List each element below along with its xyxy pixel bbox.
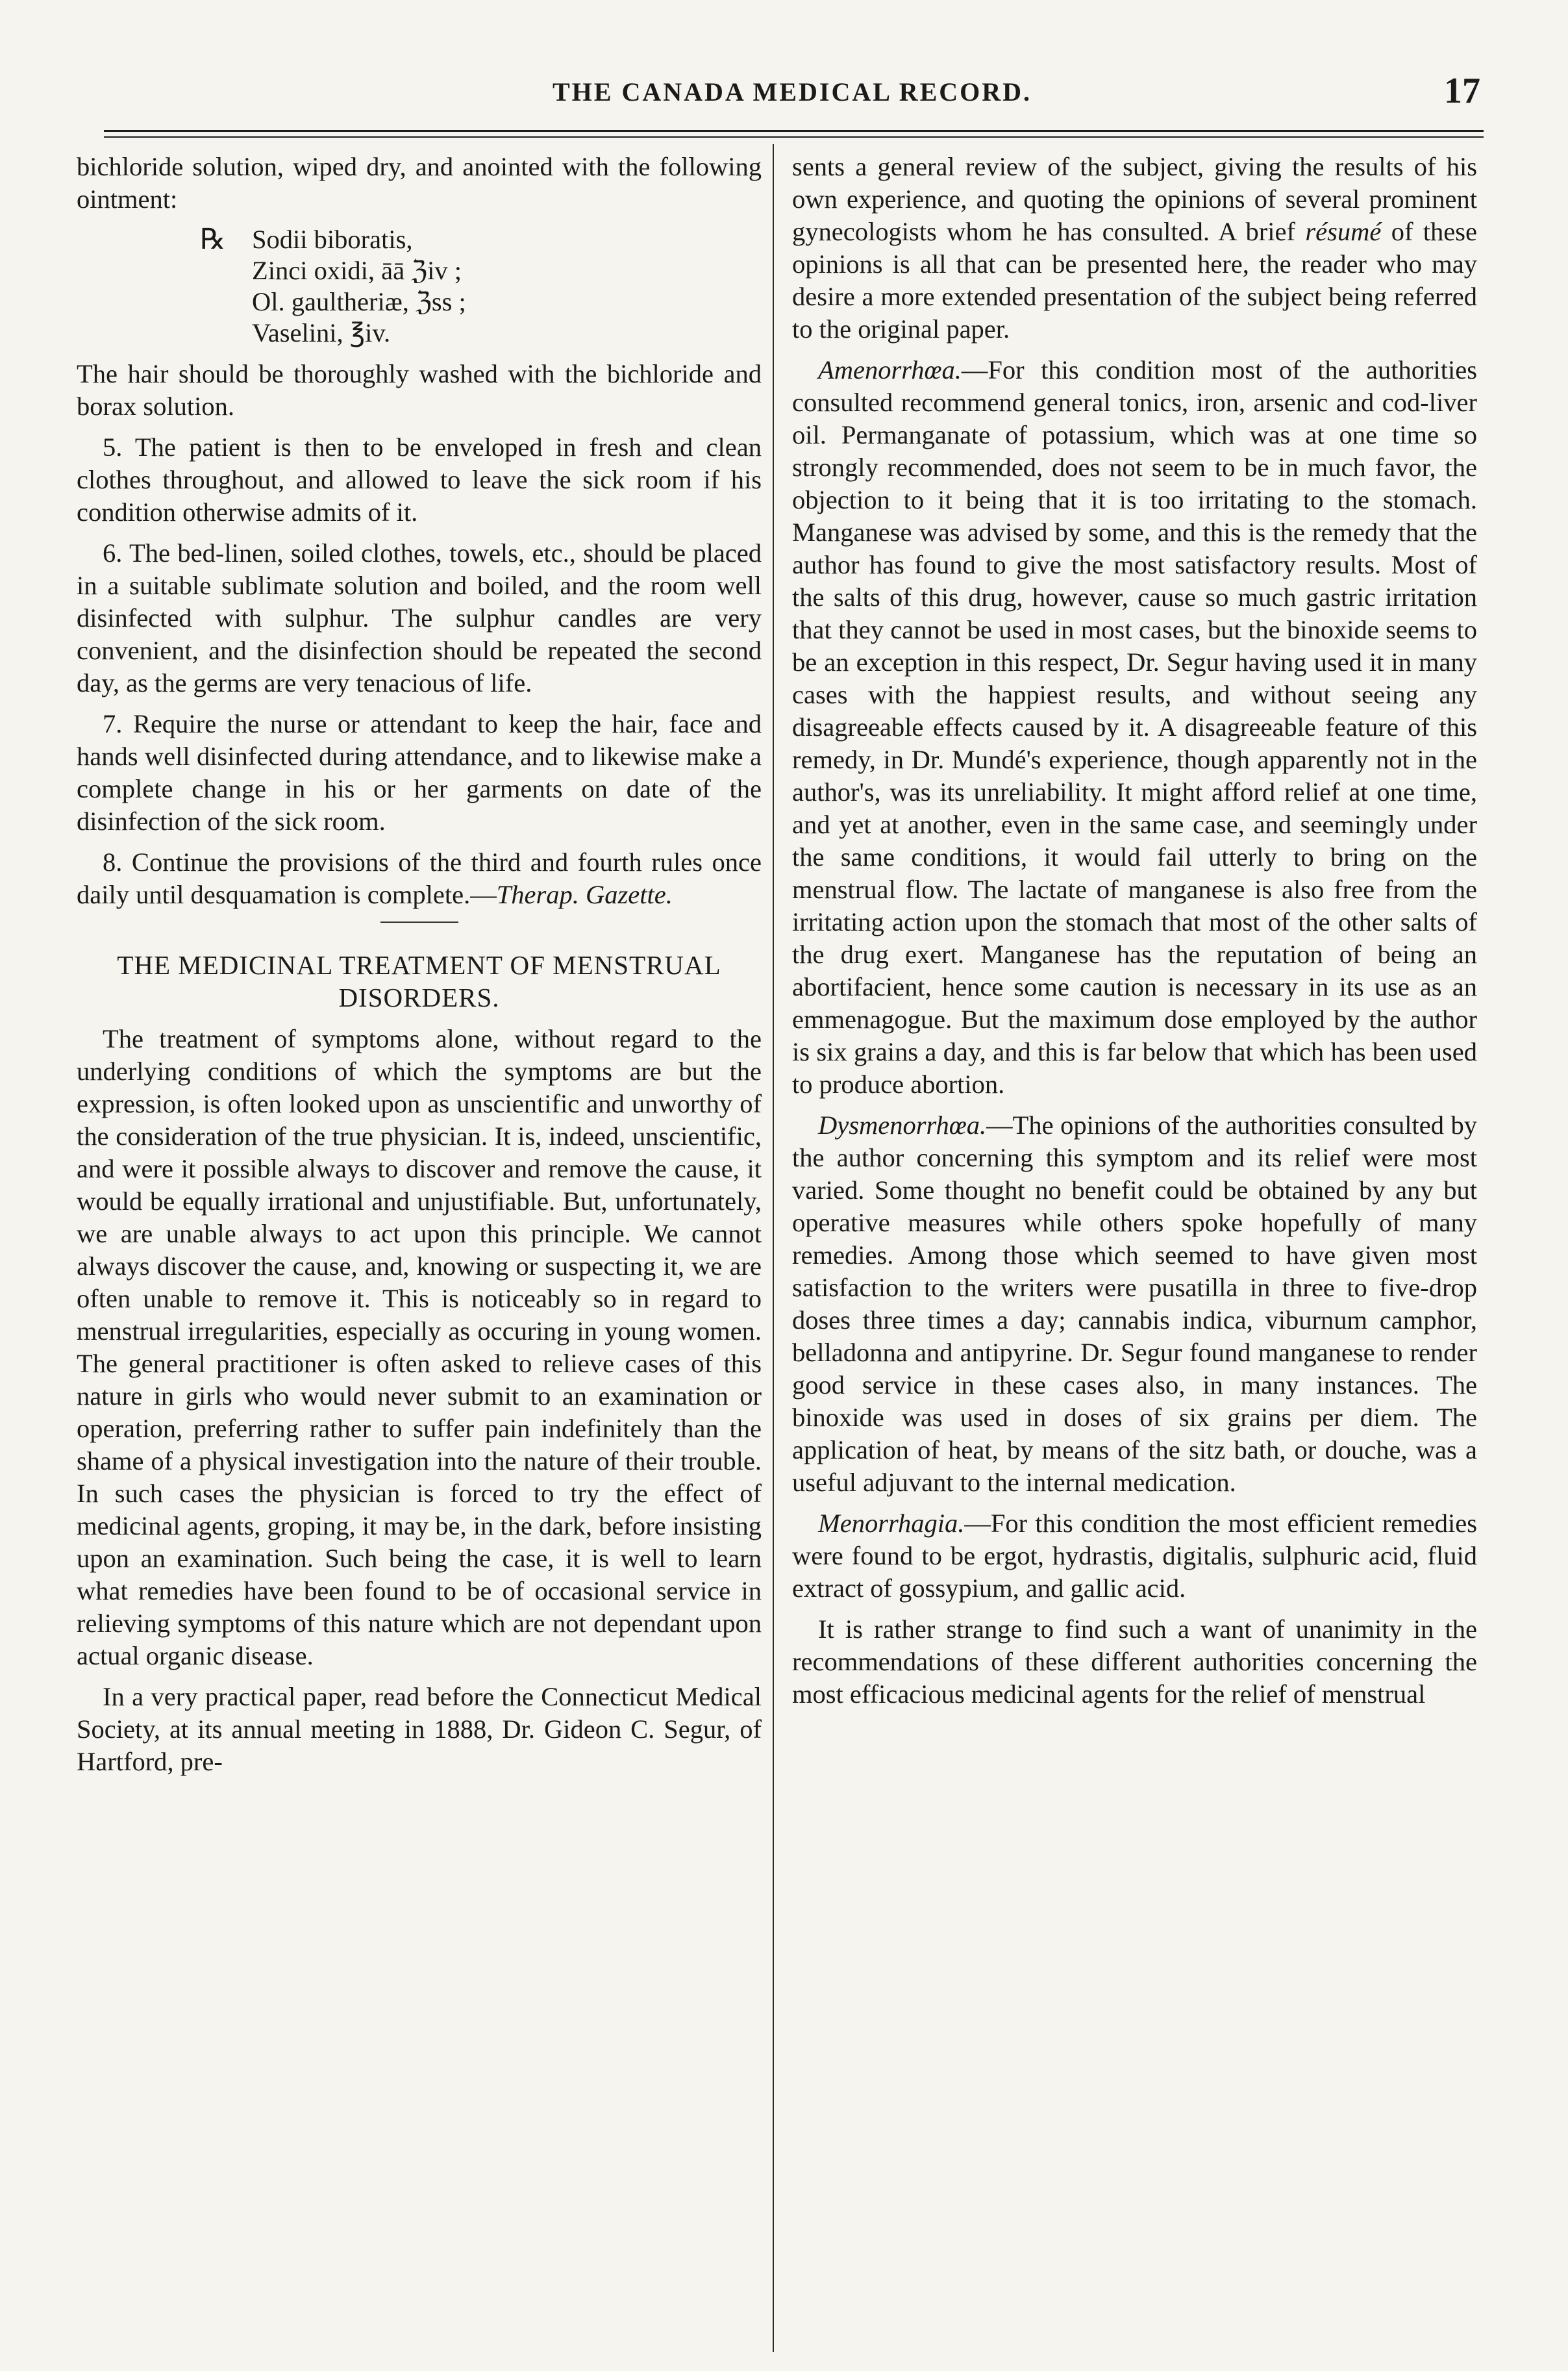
right-column [792,151,1477,1719]
paragraph: bichloride solution, wiped dry, and anointed with the following ointment: [77,152,762,214]
header-rule-secondary [104,136,1484,138]
paragraph: The treatment of symptoms alone, without regard to the underlying conditions of which the symptoms are but the expression, is often looked upon as unscientific and unworthy of the consideration of the true physician. It is, indeed, unscientific, and were it possible always to discover and remove the cause, it would be equally irrational and unjustifiable. But, unfortunately, we are unable always to act upon this principle. We cannot always discover the cause, and, knowing or suspecting it, we are often unable to remove it. This is noticeably so in regard to menstrual irregularities, especially as occuring in young women. The general practitioner is often asked to relieve cases of this nature in girls who would never submit to an examination or operation, preferring rather to suffer pain indefinitely than the shame of a physical investigation into the nature of their trouble. In such cases the physician is forced to try the effect of medicinal agents, groping, it may be, in the dark, before insisting upon an examination. Such being the case, it is well to learn what remedies have been found to be of occasional service in relieving symptoms of this nature which are not dependant upon actual organic disease. [77,1024,762,1670]
paragraph-menorrhagia [792,1507,1477,1605]
rule-paragraph [77,846,762,911]
paragraph-amenorrhoea [792,354,1477,1101]
prescription-line: Ol. gaultheriæ, ℨss ; [252,287,466,316]
rule-paragraph: 7. Require the nurse or attendant to keep the hair, face and hands well disinfected during attendance, and to likewise make a complete change in his or her garments on date of the disinfection of the sick room. [77,709,762,836]
paragraph: It is rather strange to find such a want of unanimity in the recommendations of these different authorities concerning the most efficacious medicinal agents for the relief of menstrual [792,1614,1477,1709]
prescription-line: Sodii biboratis, [252,225,413,254]
section-head: Amenorrhœa. [818,355,962,384]
text-run: —For this condition the most efficient remedies were found to be ergot, hydrastis, digitalis, sulphuric acid, fluid extract of gossypium, and gallic acid. [792,1509,1477,1603]
paragraph-dysmenorrhoea [792,1109,1477,1499]
text-run: sents a general review of the subject, giving the results of his own experience, and quoting the opinions of several prominent gynecologists whom he has consulted. A brief [792,152,1477,246]
prescription-line: Vaselini, ℥iv. [252,318,391,347]
recipe-symbol: ℞ [200,223,226,255]
rule-text: 8. Continue the provisions of the third and fourth rules once daily until desquamation is complete.— [77,847,762,909]
running-head [104,71,1480,122]
paragraph [792,151,1477,345]
prescription [200,224,762,349]
emphasis: résumé [1305,217,1382,246]
text-run: —The opinions of the authorities consulted by the author concerning this symptom and its relief were most varied. Some thought no benefit could be obtained by any but operative measures while others spoke hopefully of many remedies. Among those which seemed to have given most satisfaction to the writers were pusatilla in three to five-drop doses three times a day; cannabis indica, viburnum camphor, belladonna and antipyrine. Dr. Segur found manganese to render good service in these cases also, in many instances. The binoxide was used in doses of six grains per diem. The application of heat, by means of the sitz bath, or douche, was a useful adjuvant to the internal medication. [792,1110,1477,1497]
journal-title: THE CANADA MEDICAL RECORD. [552,77,1032,107]
article-title: THE MEDICINAL TREATMENT OF MENSTRUAL DISORDERS. [117,950,721,1012]
header-rule [104,130,1484,132]
section-head: Dysmenorrhœa. [818,1110,987,1140]
page-number: 17 [1444,71,1480,111]
paragraph: The hair should be thoroughly washed with the bichloride and borax solution. [77,359,762,421]
rule-paragraph: 5. The patient is then to be enveloped in fresh and clean clothes throughout, and allowed to leave the sick room if his condition otherwise admits of it. [77,433,762,527]
rule-paragraph: 6. The bed-linen, soiled clothes, towels, etc., should be placed in a suitable sublimate solution and boiled, and the room well disinfected with sulphur. The sulphur candles are very convenient, and the disinfection should be repeated the second day, as the germs are very tenacious of life. [77,538,762,697]
left-column [77,151,762,1787]
section-head: Menorrhagia. [818,1509,965,1538]
paragraph: In a very practical paper, read before the Connecticut Medical Society, at its annual meeting in 1888, Dr. Gideon C. Segur, of Hartford, pre- [77,1682,762,1776]
section-divider [380,922,458,923]
text-run: —For this condition most of the authorities consulted recommend general tonics, iron, arsenic and cod-liver oil. Permanganate of potassium, which was at one time so strongly recommended, does not seem to be in much favor, the objection to it being that it is too irritating to the stomach. Manganese was advised by some, and this is the remedy that the author has found to give the most satisfactory results. Most of the salts of this drug, however, cause so much gastric irritation that they cannot be used in most cases, but the binoxide seems to be an exception in this respect, Dr. Segur having used it in many cases with the happiest results, and without seeing any disagreeable effects caused by it. A disagreeable feature of this remedy, in Dr. Mundé's experience, though apparently not in the author's, was its unreliability. It might afford relief at one time, and yet at another, even in the same case, and seemingly under the same conditions, it would fail utterly to bring on the menstrual flow. The lactate of manganese is also free from the irritating action upon the stomach that most of the other salts of the drug exert. Manganese has the reputation of being an abortifacient, hence some caution is necessary in its use as an emmenagogue. But the maximum dose employed by the author is six grains a day, and this is far below that which has been used to produce abortion. [792,355,1477,1099]
column-divider [773,144,774,2352]
prescription-line: Zinci oxidi, āā ℨiv ; [252,256,462,285]
text-run: of these opinions is all that can be presented here, the reader who may desire a more extended presentation of the subject being referred to the original paper. [792,217,1478,344]
source-citation: Therap. Gazette. [496,880,673,909]
